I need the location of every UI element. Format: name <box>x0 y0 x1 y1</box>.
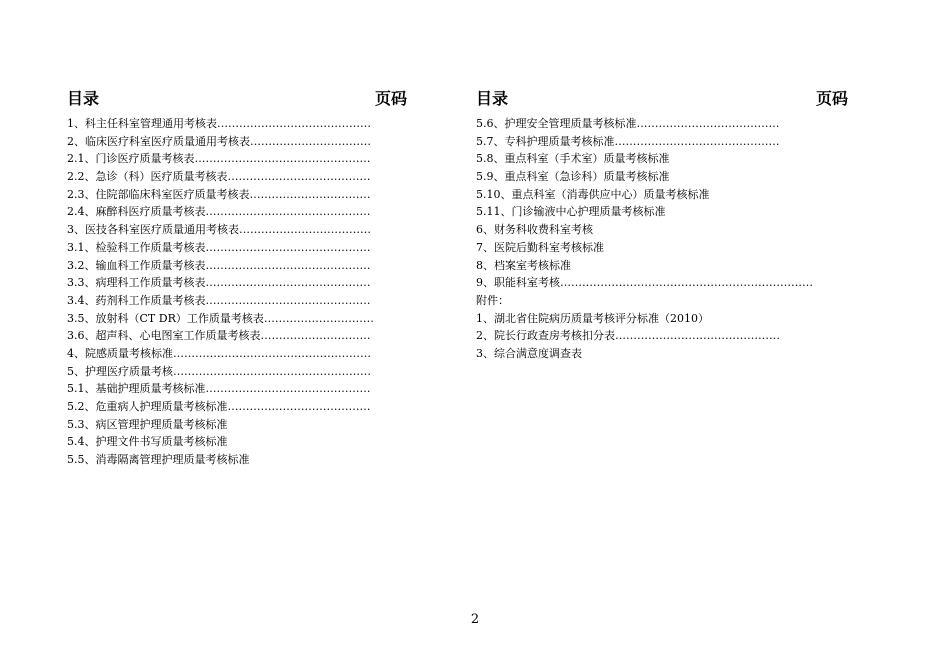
toc-entry: 5.4、护理文件书写质量考核标准 <box>67 435 228 449</box>
toc-entry: 5.3、病区管理护理质量考核标准 <box>67 417 228 431</box>
toc-entry-list-left <box>67 115 407 469</box>
toc-entry: 4、院感质量考核标准……………………………………………… <box>67 346 371 360</box>
toc-entry: 3.2、输血科工作质量考核表……………………………………… <box>67 258 371 272</box>
toc-left-column <box>67 86 407 469</box>
toc-entry: 3.3、病理科工作质量考核表……………………………………… <box>67 276 371 290</box>
toc-entry: 3、医技各科室医疗质量通用考核表……………………………… <box>67 223 371 237</box>
toc-entry: 6、财务科收费科室考核 <box>476 223 593 237</box>
toc-right-column <box>476 86 848 363</box>
toc-entry: 5.11、门诊输液中心护理质量考核标准 <box>476 205 666 219</box>
toc-entry: 2、临床医疗科室医疗质量通用考核表…………………………… <box>67 134 371 148</box>
page-number: 2 <box>470 612 480 627</box>
toc-title: 目录 <box>476 89 509 108</box>
toc-entry: 5.6、护理安全管理质量考核标准………………………………… <box>476 117 780 130</box>
toc-entry: 2.3、住院部临床科室医疗质量考核表…………………………… <box>67 187 371 201</box>
toc-entry: 8、档案室考核标准 <box>476 258 571 272</box>
toc-entry: 9、职能科室考核…………………………………………………………… <box>476 276 813 290</box>
toc-entry: 3.6、超声科、心电图室工作质量考核表………………………… <box>67 329 371 343</box>
toc-entry: 5.9、重点科室（急诊科）质量考核标准 <box>476 170 670 184</box>
toc-entry: 5.10、重点科室（消毒供应中心）质量考核标准 <box>476 187 710 201</box>
toc-entry-list-right <box>476 115 848 363</box>
toc-entry: 1、湖北省住院病历质量考核评分标准（2010） <box>476 311 709 325</box>
toc-title: 目录 <box>67 89 100 108</box>
toc-header-left <box>67 86 407 110</box>
toc-header-right <box>476 86 848 110</box>
toc-entry: 5.2、危重病人护理质量考核标准………………………………… <box>67 400 371 413</box>
toc-entry: 3.1、检验科工作质量考核表……………………………………… <box>67 240 371 254</box>
toc-entry: 1、科主任科室管理通用考核表…………………………………… <box>67 117 371 130</box>
toc-entry: 5.8、重点科室（手术室）质量考核标准 <box>476 152 670 166</box>
toc-entry: 2.4、麻醉科医疗质量考核表……………………………………… <box>67 205 371 219</box>
toc-entry: 3、综合满意度调查表 <box>476 346 582 360</box>
toc-entry: 5.1、基础护理质量考核标准……………………………………… <box>67 382 371 396</box>
toc-entry: 7、医院后勤科室考核标准 <box>476 240 604 254</box>
toc-entry: 5.7、专科护理质量考核标准……………………………………… <box>476 134 780 148</box>
toc-entry: 3.5、放射科（CT DR）工作质量考核表………………………… <box>67 311 374 325</box>
page-column-label: 页码 <box>815 89 848 108</box>
toc-entry: 5、护理医疗质量考核……………………………………………… <box>67 364 371 378</box>
toc-entry: 3.4、药剂科工作质量考核表……………………………………… <box>67 293 371 307</box>
toc-entry: 附件： <box>476 293 509 307</box>
toc-entry: 5.5、消毒隔离管理护理质量考核标准 <box>67 453 250 467</box>
toc-entry: 2、院长行政查房考核扣分表……………………………………… <box>476 329 780 343</box>
toc-entry: 2.1、门诊医疗质量考核表………………………………………… <box>67 152 371 166</box>
page-column-label: 页码 <box>374 89 407 108</box>
toc-entry: 2.2、急诊（科）医疗质量考核表………………………………… <box>67 170 371 184</box>
